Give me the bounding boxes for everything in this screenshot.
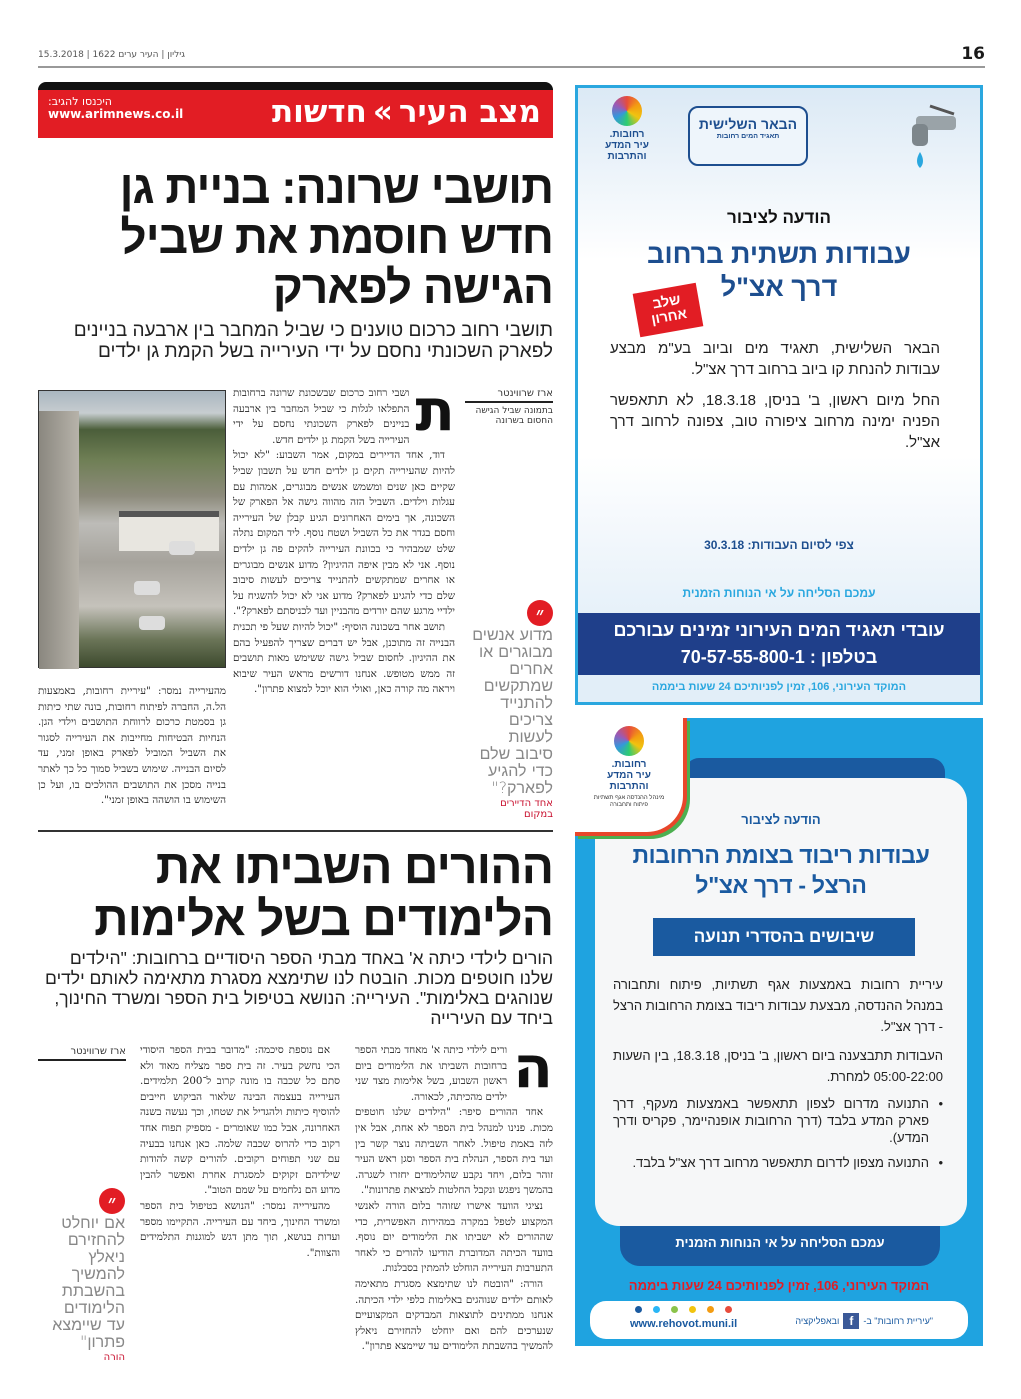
drop-cap: ת	[415, 376, 455, 444]
ad2-hotline: המוקד העירוני, 106, זמין לפניותיכם 24 שעות ביממה	[628, 1278, 930, 1293]
facebook-icon: f	[843, 1313, 859, 1329]
paragraph: נציגי הוועד אישרו שזוהר בלום הורה לאנשי המקצוע לטפל במקרה במהירות האפשרית, כדי שההורים לא ישביתו את הלימודים יום נוסף. בוועד הכיתה המדוברת הודיעו להורים כי לאחר התערבות העירייה הוחלט להמתין בסבלנות.	[355, 1199, 553, 1275]
ad1-body	[610, 338, 940, 463]
title-line: עבודות תשתית ברחוב	[647, 239, 911, 269]
quote-icon: ״	[99, 1188, 125, 1214]
rehovot-star-icon	[612, 96, 642, 126]
photo-building	[39, 411, 79, 669]
comment-label: היכנסו להגיב:	[48, 95, 112, 108]
article1-headline: תושבי שרונה: בניית גן חדש חוסמת את שביל הגישה לפארק	[119, 161, 553, 313]
faucet-icon	[902, 102, 962, 172]
pullquote-text: מדוע אנשים מבוגרים או אחרים שמתקשים להתנייד צריכים לעשות סיבוב שלם כדי להגיע לפארק?"	[472, 625, 553, 797]
ad1-hotline: המוקד העירוני, 106, זמין לפניותיכם 24 שעות ביממה	[651, 681, 907, 693]
article2-byline	[38, 1046, 126, 1064]
author-name: ארז שרווינטר	[465, 388, 553, 403]
contact-band	[578, 613, 980, 675]
dot	[707, 1306, 714, 1313]
article1-pullquote	[470, 600, 553, 820]
author-name: ארז שרווינטר	[38, 1046, 126, 1061]
paragraph: תושב אחר בשכונה הוסיף: "יכול להיות שעל פי תכנית הבנייה זה מתוכנן, אבל יש דברים שצריך להפעיל בהם את ההיגיון. לחסום שביל גישה ששימש מאות תושבים זה ממש מטופש. אנחנו דורשים מראש העיר שיבוא ויראה מה קורה כאן, ואולי הוא יוכל למצוא פתרון".	[233, 620, 455, 696]
traffic-item: • התנועה מדרום לצפון תתאפשר באמצעות מעקף, דרך פארק המדע בלבד (דרך הרחובות אופנהיימר, פקריס ודרך המדע).	[613, 1095, 943, 1146]
site-url[interactable]: www.arimnews.co.il	[48, 107, 184, 121]
paragraph: אחד ההורים סיפר: "הילדים שלנו חוטפים מכות. פנינו למנהל בית הספר לא אחת, אבל אין לזה באמת טיפול. לאחר השביתה נוצר קשר בין ועד בית הספר, הנהלת בית הספר וסגן ראש העיר זוהר בלום, ויחד נקבע שהלימודים יחזרו לשגרה. בהמשך ניפגש ונקבל החלטות למציאת פתרונות".	[355, 1106, 553, 1197]
logo-line: עיר המדע	[605, 140, 649, 151]
pullquote-text: אם יוחלט להחזירם ניאלץ להמשיך בהשבתת הלימודים עד שיימצא פתרון"	[52, 1213, 125, 1351]
road-paving-ad	[575, 718, 983, 1346]
ad1-paragraph: החל מיום ראשון, ב' בניסן, 18.3.18, לא תתאפשר הפניה ימינה מרחוב ציפורה טוב, צפונה לרחוב דרך אצ"ל.	[610, 392, 941, 451]
ad2-notice: הודעה לציבור	[741, 812, 821, 827]
page-number: 16	[961, 44, 985, 64]
dot	[671, 1306, 678, 1313]
photo-caption: בתמונה שביל הגישה החסום בשרונה	[475, 406, 553, 426]
ad2-apology: עמכם הסליחה על אי הנוחות הזמנית	[620, 1226, 940, 1266]
dot	[653, 1306, 660, 1313]
subsection-name: חדשות	[272, 94, 367, 130]
logo-line: והתרבות	[607, 151, 647, 162]
ad2-card	[595, 778, 967, 1226]
photo-car	[139, 616, 165, 630]
dot	[635, 1306, 642, 1313]
paragraph: ושבי רחוב כרכום שבשכונת שרונה ברחובות התפלאו לגלות כי שביל המחבר בין ארבעה בניינים לפארק השכונתי נחסם על ידי העירייה בשל הקמת גן ילדים חדש.	[233, 387, 410, 446]
article2-pullquote	[45, 1188, 125, 1363]
ad1-notice: הודעה לציבור	[727, 208, 831, 227]
double-chevron-icon: »	[372, 94, 393, 130]
article1-heading-block	[38, 162, 553, 362]
photo-car	[134, 581, 160, 595]
article1-column-main	[232, 376, 455, 781]
article2-heading-block	[38, 842, 553, 1028]
paragraph: הורה: "הובטח לנו שתימצא מסגרת מתאימה לאותם ילדים שנוהגים באלימות כלפי ילדי הכיתה. אנחנו ממתינים לתוצאות המבדקים המקצועיים שנערכים להם ואם יוחלט להחזירם ניאלץ להמשיך בהשבתת הלימודים עד שיימצא פתרון".	[355, 1277, 553, 1353]
facebook-text: "עיריית רחובות" ב-	[863, 1316, 933, 1326]
ad2-paragraph: העבודות תתבצענה ביום ראשון, ב' בניסן, 18.3.18, בין השעות 05:00-22:00 למחרת.	[613, 1048, 943, 1084]
section-name: מצב העיר	[398, 94, 541, 130]
company-tagline: תאגיד המים רחובות	[716, 133, 780, 140]
article1-photo	[38, 390, 226, 668]
logo-line: רחובות.	[609, 129, 645, 140]
article2-subheadline: הורים לילדי כיתה א' באחד מבתי הספר היסודיים ברחובות: "הילדים שלנו חוטפים מכות. הובטח לנו שתימצא מסגרת מתאימה לאותם ילדים שנוהגים באלימות". העירייה: הנושא בטיפול בית הספר ומשרד החינוך, ביחד עם העירייה	[45, 948, 553, 1028]
ad2-paragraph: עיריית רחובות באמצעות אגף תשתיות, פיתוח ותחבורה במנהל ההנדסה, מבצעת עבודות ריבוד בצומת הרחובות הרצל - דרך אצ"ל.	[613, 977, 943, 1034]
dot	[689, 1306, 696, 1313]
rehovot-logo	[575, 718, 687, 836]
pullquote-source: אחד הדיירים במקום	[500, 798, 553, 820]
phone-number[interactable]: בטלפון : 70-57-55-800-1	[680, 647, 878, 667]
municipality-url[interactable]: www.rehovot.muni.il	[630, 1318, 738, 1330]
traffic-disruption-label: שיבושים בהסדרי תנועה	[653, 918, 915, 956]
article2-headline: ההורים השביתו את הלימודים בשל אלימות	[94, 841, 553, 946]
traffic-list	[613, 1095, 943, 1171]
water-works-ad	[575, 85, 983, 705]
rehovot-logo	[590, 96, 664, 162]
completion-date: צפי לסיום העבודות: 30.3.18	[704, 538, 854, 552]
issue-folio: 15.3.2018 | 1622 גיליון | העיר ערים	[38, 50, 186, 60]
facebook-link[interactable]	[795, 1313, 933, 1329]
ad1-paragraph: הבאר השלישית, תאגיד מים וביוב בע"מ מבצע עבודות להנחת קו ביוב ברחוב דרך אצ"ל.	[610, 340, 940, 378]
logo-line: עיר המדע	[607, 770, 651, 781]
dot	[725, 1306, 732, 1313]
title-line: עבודות ריבוד בצומת הרחובות	[632, 842, 930, 868]
article2-column-right	[355, 1033, 553, 1353]
ad2-title	[595, 840, 967, 900]
company-name: הבאר השלישית	[698, 116, 798, 132]
color-dots	[635, 1306, 732, 1313]
comment-link[interactable]	[48, 95, 183, 121]
article-divider	[38, 830, 553, 832]
section-title	[272, 94, 541, 130]
department-name: מינהל ההנדסה אגף תשתיות פיתוח ותחבורה	[593, 795, 665, 808]
pullquote-source: הורה	[103, 1352, 125, 1363]
ad1-apology: עמכם הסליחה על אי הנוחות הזמנית	[682, 586, 876, 600]
ad1-logos	[578, 88, 980, 178]
paragraph: דוד, אחד הדיירים במקום, אמר השבוע: "לא יכול להיות שהעירייה תקים גן ילדים חדש על תשבון שביל שקיים כאן שנים ומשמש אנשים מבוגרים, אמהות עם עגלות וילדים. השביל הזה מהווה גישה אל הפארק של השכונה, אך בימים האחרונים הגיע קבלן של העירייה וחסם בגדר את כל השביל ושטח נוסף. ליד המקום נתלה שלט שמבהיר כי בכוונת העירייה להקים פה גן ילדים נוסף. אני לא מבין איפה ההיגיון? מדוע אנשים מבוגרים או אחרים שמתקשים להתנייד צריכים לעשות סיבוב שלם כדי להגיע לפארק? מדוע אני לא יכול להשגיח על ילדיי מרגע שהם יורדים מהבניין ועד לכניסתם לפארק?".	[232, 449, 455, 618]
app-text: ובאפליקציה	[795, 1316, 840, 1326]
section-banner	[38, 82, 553, 138]
article1-byline	[465, 388, 553, 426]
paragraph: אם נוספת סיכמה: "מדובר בבית הספר היסודי הכי נחשק בעיר. זה בית ספר מצליח מאוד ולא סתם כל שכבה בו מונה קרוב ל־200 תלמידים. העירייה בעצמה הבינה שלאור הביקוש חייבים להוסיף כיתות ולהגדיל את שטחו, וכך נעשה בשנה האחרונה, אבל כמו שאומרים - מספיק תפוח אחד רקוב כדי להרוס שכבה שלמה. כאן אנחנו בבעיה עם שני תפוחים רקובים. להורים קשה להודות שילדיהם זקוקים למסגרת אחרת ואפשר להבין מדוע הם נלחמים על שמם הטוב".	[140, 1044, 340, 1197]
ad2-body	[613, 974, 943, 1179]
logo-line: רחובות.	[611, 759, 647, 770]
final-stage-stamp: שלב אחרון	[633, 283, 704, 337]
article1-subheadline: תושבי רחוב כרכום טוענים כי שביל המחבר בין ארבעה בניינים לפארק השכונתי נחסם על ידי העירייה בשל הקמת גן ילדים	[73, 320, 553, 362]
logo-line: והתרבות	[609, 781, 649, 792]
title-line: דרך אצ"ל	[720, 272, 838, 302]
header-rule	[38, 66, 985, 68]
ad2-footer	[590, 1301, 968, 1339]
paragraph: ורים לילדי כיתה א' מאחד מבתי הספר ברחובות השביתו את הלימודים ביום ראשון השבוע, בשל אלימות מצד שני ילדים מהכיתה, לכאורה.	[355, 1044, 508, 1103]
rehovot-logo-text	[589, 726, 669, 809]
contact-line: עובדי תאגיד המים העירוני זמינים עבורכם	[613, 620, 945, 640]
photo-car	[169, 541, 195, 555]
third-well-logo	[688, 106, 808, 166]
quote-icon: ״	[527, 600, 553, 626]
paragraph: מהעירייה נמסר: "הנושא בטיפול בית הספר ומשרד החינוך, ביחד עם העירייה. התקיימו מספר ועדות בנושא, תוך מתן דגש למוגנות התלמידים והצוות".	[140, 1199, 340, 1259]
title-line: הרצל - דרך אצ"ל	[695, 872, 867, 898]
traffic-item: • התנועה מצפון לדרום תתאפשר מרחוב דרך אצ"ל בלבד.	[613, 1154, 943, 1171]
rehovot-star-icon	[614, 726, 644, 756]
paragraph: מהעירייה נמסר: "עיריית רחובות, באמצעות הל.ה, החברה לפיתוח רחובות, בונה שתי כיתות גן בסמטת כרכום לרווחת התושבים וילדי הגן. הנחיות הבטיחות מחייבות את העירייה לסגור את השביל המוביל לפארק באופן זמני, עד לסיום הבנייה. שימוש בשביל סמוך כל כך לאתר בנייה מסכן את התושבים ההולכים בו, ועל כן השימוש בו הושהה באופן זמני".	[38, 685, 226, 807]
article2-column-middle	[140, 1043, 340, 1338]
drop-cap: ה	[513, 1033, 553, 1101]
article1-column-left	[38, 684, 226, 807]
